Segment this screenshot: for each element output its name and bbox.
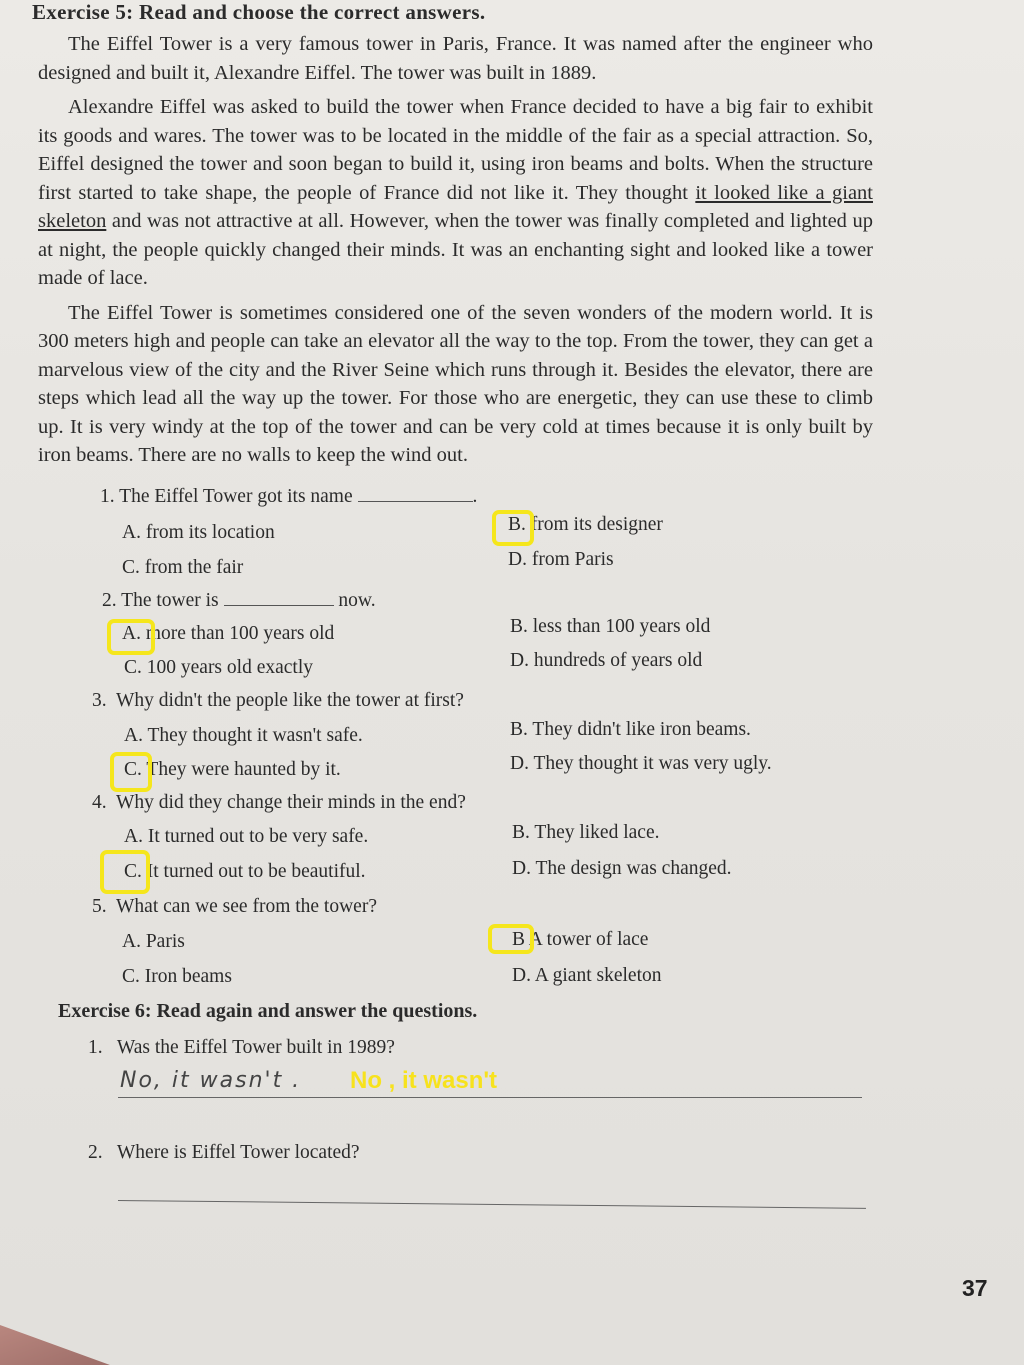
question-5: 5. What can we see from the tower? [92,896,377,917]
typed-answer-1: No , it wasn't [350,1067,498,1094]
q1-option-b[interactable]: B. from its designer [508,514,663,535]
q5-option-c[interactable]: C. Iron beams [122,966,232,987]
q2-option-b[interactable]: B. less than 100 years old [510,616,711,637]
q1-answer-highlight [492,510,534,546]
q2-answer-highlight [107,619,155,655]
q3-option-d[interactable]: D. They thought it was very ugly. [510,753,772,774]
exercise5-title: Exercise 5: Read and choose the correct answers. [32,0,486,24]
reading-passage [38,30,873,476]
q2-option-a[interactable]: A. more than 100 years old [122,623,335,644]
q5-answer-highlight [488,924,534,954]
q5-option-b[interactable]: B A tower of lace [512,929,649,950]
q3-option-c[interactable]: C. They were haunted by it. [124,759,341,780]
q4-answer-highlight [100,850,150,894]
q5-option-d[interactable]: D. A giant skeleton [512,965,662,986]
q3-option-b[interactable]: B. They didn't like iron beams. [510,719,751,740]
ex6-question-2: 2. Where is Eiffel Tower located? [88,1142,360,1163]
underlined-phrase: it looked like a giant skeleton [38,181,873,232]
paragraph-2: Alexandre Eiffel was asked to build the tower when France decided to have a big fair to exhibit its goods and wares. The tower was to be located in the middle of the fair as a special attraction. So, Eiffel designed the tower and soon began to build it, using iron beams and bolts. When the structure first started to take shape, the people of France did not like it. They thought it looked like a giant skeleton and was not attractive at all. However, when the tower was finally completed and lighted up at night, the people quickly changed their minds. It was an enchanting sight and looked like a tower made of lace. [38,96,873,289]
q5-option-a[interactable]: A. Paris [122,931,185,952]
page-number: 37 [962,1275,988,1301]
ex6-question-1: 1. Was the Eiffel Tower built in 1989? [88,1037,395,1058]
exercise6-title: Exercise 6: Read again and answer the questions. [58,1000,478,1022]
q1-option-d[interactable]: D. from Paris [508,549,614,570]
table-corner [0,1325,110,1365]
question-2: 2. The tower is now. [102,590,376,611]
q2-option-c[interactable]: C. 100 years old exactly [124,657,313,678]
q2-option-d[interactable]: D. hundreds of years old [510,650,703,671]
q3-answer-highlight [110,752,152,792]
q1-option-c[interactable]: C. from the fair [122,557,244,578]
handwritten-answer-1: No, it wasn't . [120,1068,302,1093]
q4-option-b[interactable]: B. They liked lace. [512,822,660,843]
answer-line-1[interactable] [118,1097,862,1098]
answer-line-2[interactable] [118,1200,866,1209]
q1-option-a[interactable]: A. from its location [122,522,275,543]
paragraph-3: The Eiffel Tower is sometimes considered one of the seven wonders of the modern world. It is 300 meters high and people can take an elevator all the way to the top. From the tower, they can get a marvelous view of the city and the River Seine which runs through it. Besides the elevator, there are steps which lead all the way up the tower. For those who are energetic, they can use these to climb up. It is very windy at the top of the tower and can be very cold at times because it is only built by iron beams. There are no walls to keep the wind out. [38,301,873,466]
question-4: 4. Why did they change their minds in the end? [92,792,466,813]
q4-option-c[interactable]: C. It turned out to be beautiful. [124,861,366,882]
q3-option-a[interactable]: A. They thought it wasn't safe. [124,725,363,746]
q4-option-d[interactable]: D. The design was changed. [512,858,732,879]
question-3: 3. Why didn't the people like the tower at first? [92,690,464,711]
q4-option-a[interactable]: A. It turned out to be very safe. [124,826,369,847]
question-1: 1. The Eiffel Tower got its name . [100,486,478,507]
paragraph-1: The Eiffel Tower is a very famous tower in Paris, France. It was named after the engineer who designed and built it, Alexandre Eiffel. The tower was built in 1889. [38,33,873,84]
